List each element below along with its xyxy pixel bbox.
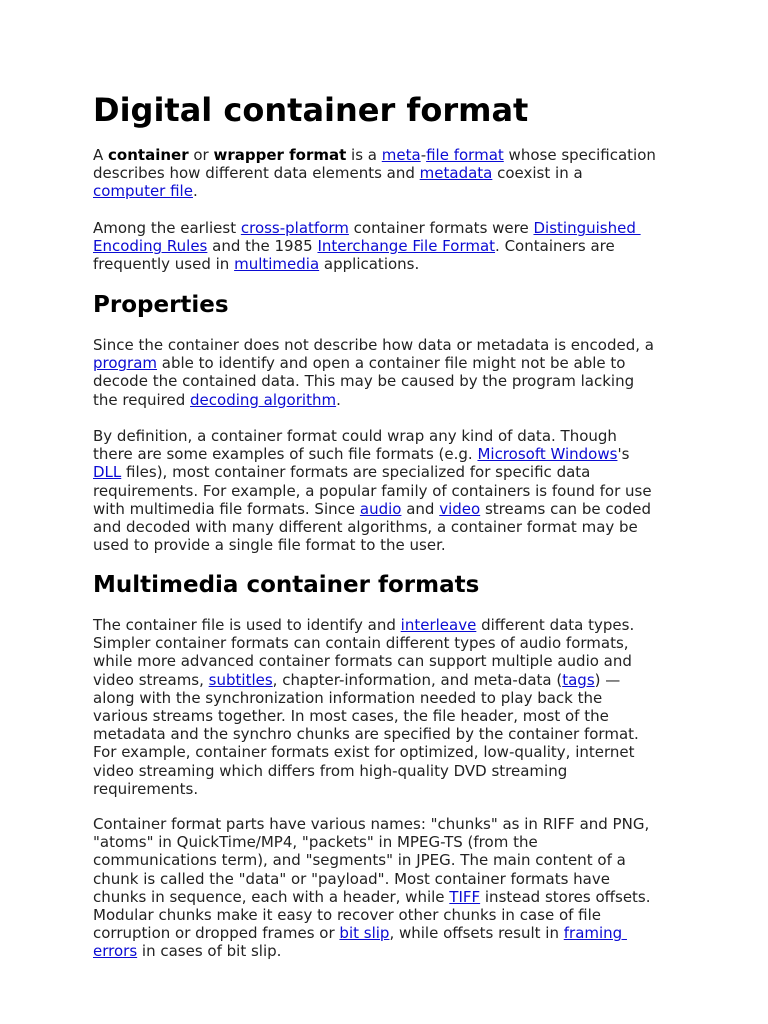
text-line: Simpler container formats can contain different types of audio formats, [93, 634, 629, 653]
link-distinguished[interactable]: Distinguished [533, 219, 641, 237]
properties-paragraph-1 [93, 336, 693, 409]
link-program[interactable]: program [93, 354, 158, 373]
link-cross-platform[interactable]: cross-platform [240, 219, 349, 237]
link-decoding-algorithm[interactable]: decoding algorithm [190, 390, 337, 409]
intro-paragraph-2 [93, 219, 693, 274]
multimedia-paragraph-2 [93, 815, 693, 961]
text-line: By definition, a container format could wrap any kind of data. Though [93, 427, 617, 445]
text-line: along with the synchronization information needed to play back the [93, 688, 603, 707]
text-line: Among the earliest cross-platform container formats were Distinguished [93, 219, 641, 237]
text-line: corruption or dropped frames or bit slip, while offsets result in framing [93, 924, 627, 943]
link-video[interactable]: video [439, 499, 481, 518]
text-line: describes how different data elements and metadata coexist in a [93, 164, 583, 183]
link-bit-slip[interactable]: bit slip [339, 924, 390, 943]
link-meta[interactable]: meta [381, 146, 421, 164]
text-line: and decoded with many different algorithms, a container format may be [93, 518, 638, 537]
multimedia-paragraph-1 [93, 616, 693, 798]
page-title: Digital container format [93, 91, 529, 129]
text-line: The container file is used to identify and interleave different data types. [93, 616, 635, 634]
text-line: chunk is called the "data" or "payload". Most container formats have [93, 869, 610, 888]
text-line: For example, container formats exist for optimized, low-quality, internet [93, 743, 635, 762]
text-line: Container format parts have various names: "chunks" as in RIFF and PNG, [93, 815, 650, 833]
text-line: video streams, subtitles, chapter-information, and meta-data (tags) — [93, 670, 621, 689]
text-line: chunks in sequence, each with a header, while TIFF instead stores offsets. [93, 887, 651, 906]
link-errors[interactable]: errors [93, 942, 138, 961]
link-dll[interactable]: DLL [93, 463, 122, 482]
text-line: DLL files), most container formats are specialized for specific data [93, 463, 591, 482]
section-heading-properties: Properties [93, 292, 229, 318]
section-heading-multimedia: Multimedia container formats [93, 572, 480, 598]
text-line: there are some examples of such file formats (e.g. Microsoft Windows's [93, 445, 630, 464]
link-audio[interactable]: audio [359, 499, 402, 518]
text-line: A container or wrapper format is a meta-file format whose specification [93, 146, 656, 164]
text-line: requirements. [93, 779, 199, 798]
intro-paragraph-1 [93, 146, 693, 201]
link-multimedia[interactable]: multimedia [234, 255, 320, 274]
text-line: communications term), and "segments" in JPEG. The main content of a [93, 851, 626, 870]
text-line: errors in cases of bit slip. [93, 942, 282, 961]
text-line: the required decoding algorithm. [93, 390, 341, 409]
text-line: frequently used in multimedia applications. [93, 255, 420, 274]
text-line: requirements. For example, a popular family of containers is found for use [93, 481, 652, 500]
text-line: Since the container does not describe how data or metadata is encoded, a [93, 336, 654, 354]
text-line: used to provide a single file format to the user. [93, 536, 446, 555]
link-metadata[interactable]: metadata [419, 164, 493, 183]
link-computer-file[interactable]: computer file [93, 182, 193, 201]
link-encoding-rules[interactable]: Encoding Rules [93, 237, 208, 256]
link-tiff[interactable]: TIFF [449, 887, 481, 906]
text-line: decode the contained data. This may be caused by the program lacking [93, 372, 635, 391]
bold-term: wrapper format [213, 146, 347, 164]
link-interleave[interactable]: interleave [400, 616, 477, 634]
properties-paragraph-2 [93, 427, 693, 554]
text-line: video streaming which differs from high-quality DVD streaming [93, 761, 568, 780]
link-subtitles[interactable]: subtitles [208, 670, 273, 689]
link-file-format[interactable]: file format [426, 146, 504, 164]
link-tags[interactable]: tags [562, 670, 595, 689]
text-line: various streams together. In most cases, the file header, most of the [93, 707, 609, 726]
text-line: computer file. [93, 182, 198, 201]
text-line: with multimedia file formats. Since audio and video streams can be coded [93, 499, 652, 518]
link-interchange-file-format[interactable]: Interchange File Format [317, 237, 496, 256]
text-line: "atoms" in QuickTime/MP4, "packets" in MPEG-TS (from the [93, 833, 538, 852]
link-microsoft-windows[interactable]: Microsoft Windows [477, 445, 618, 464]
text-line: program able to identify and open a container file might not be able to [93, 354, 626, 373]
text-line: Encoding Rules and the 1985 Interchange File Format. Containers are [93, 237, 615, 256]
link-framing[interactable]: framing [563, 924, 627, 943]
text-line: metadata and the synchro chunks are specified by the container format. [93, 725, 639, 744]
text-line: while more advanced container formats can support multiple audio and [93, 652, 632, 671]
text-line: Modular chunks make it easy to recover other chunks in case of file [93, 906, 602, 925]
bold-term: container [108, 146, 189, 164]
